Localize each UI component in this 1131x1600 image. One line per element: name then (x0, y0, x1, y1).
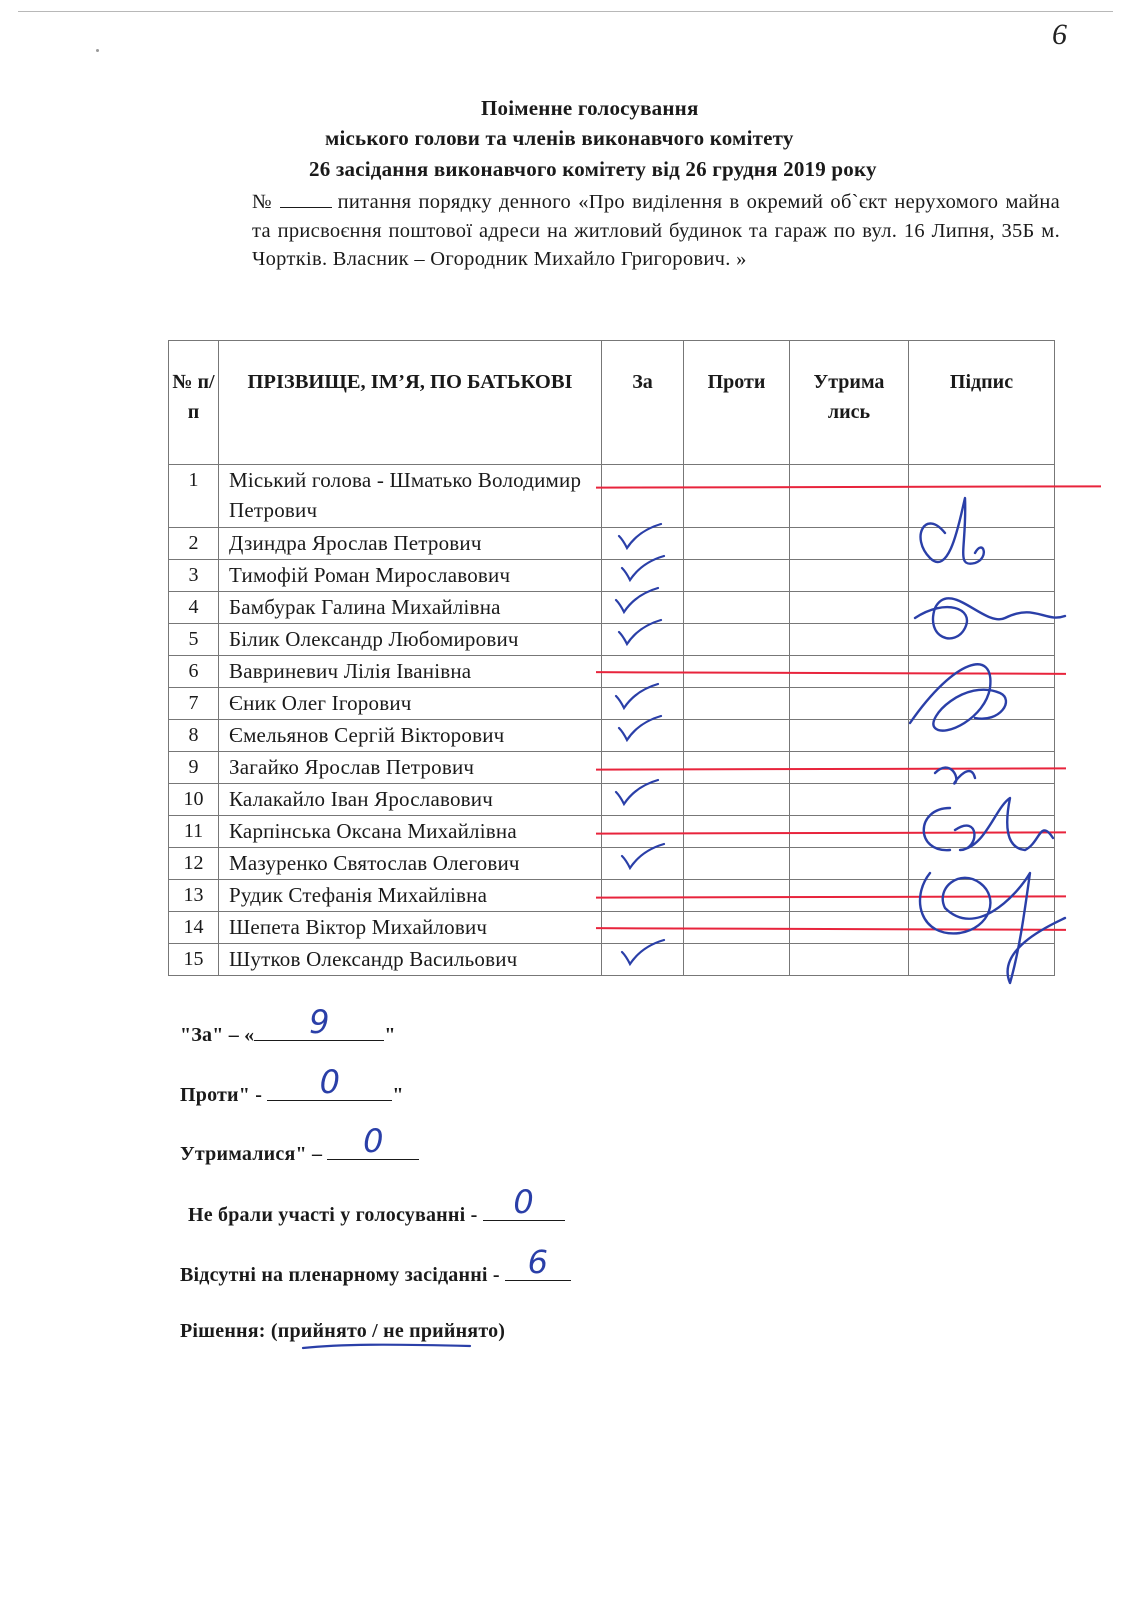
member-name: Білик Олександр Любомирович (219, 624, 602, 656)
member-name: Ємельянов Сергій Вікторович (219, 720, 602, 752)
check-stroke (622, 940, 664, 964)
signature-5 (924, 798, 1053, 850)
row-number: 7 (169, 688, 219, 720)
signature-4 (935, 768, 975, 784)
scan-top-edge (18, 11, 1113, 12)
check-stroke (619, 620, 661, 644)
member-name: Карпінська Оксана Михайлівна (219, 816, 602, 848)
abstain-cell (790, 624, 909, 656)
row-number: 13 (169, 880, 219, 912)
against-cell (684, 784, 790, 816)
summary-not-voted: Не брали участі у голосуванні - 0 (188, 1200, 565, 1227)
against-count-line (267, 1063, 392, 1101)
check-icon (612, 682, 660, 710)
check-icon (615, 522, 663, 550)
row-number: 9 (169, 752, 219, 784)
against-count-value: 0 (319, 1063, 341, 1101)
abstain-cell (790, 944, 909, 976)
check-icon (615, 618, 663, 646)
page-number-mark: 6 (1052, 18, 1067, 51)
summary-absent: Відсутні на пленарному засіданні - 6 (180, 1260, 571, 1287)
row-number: 1 (169, 465, 219, 528)
summary-decision: Рішення: (прийнято / не прийнято) (180, 1320, 506, 1342)
against-cell (684, 944, 790, 976)
summary-abstain: Утрималися" – 0 (180, 1139, 419, 1166)
decision-options: (прийнято / не прийнято) (270, 1320, 506, 1342)
row-number: 12 (169, 848, 219, 880)
check-stroke (616, 588, 658, 612)
table-header-row (169, 341, 1055, 465)
absent-count-value: 6 (527, 1243, 549, 1281)
row-number: 4 (169, 592, 219, 624)
signature-3 (910, 664, 1006, 730)
row-number: 11 (169, 816, 219, 848)
against-cell (684, 465, 790, 528)
not-voted-count-line (483, 1183, 565, 1221)
against-cell (684, 848, 790, 880)
absent-count-line (505, 1243, 571, 1281)
abstain-count-line (327, 1122, 419, 1160)
signature-2 (915, 598, 1065, 638)
question-text: питання порядку денного «Про виділення в окремий об`єкт нерухомого майна та присвоєння поштової адреси на житловий будинок та гараж по вул. 16 Липня, 35Б м. Чортків. Власник – Огородник Михайло Григорович. » (252, 191, 1060, 270)
member-name: Дзиндра Ярослав Петрович (219, 528, 602, 560)
abstain-count-value: 0 (363, 1122, 384, 1160)
row-number: 6 (169, 656, 219, 688)
check-stroke (622, 844, 664, 868)
for-count-value: 9 (309, 1003, 330, 1041)
check-stroke (616, 780, 658, 804)
abstain-cell (790, 465, 909, 528)
member-name: Калакайло Іван Ярославович (219, 784, 602, 816)
row-number: 15 (169, 944, 219, 976)
check-icon (618, 938, 666, 966)
summary-against: Проти" - 0 " (180, 1063, 404, 1106)
against-cell (684, 624, 790, 656)
title-line-2: міського голови та членів виконавчого комітету (325, 126, 794, 150)
header-abstain: Утрима лись (790, 341, 909, 465)
member-name: Шепета Віктор Михайлович (219, 912, 602, 944)
agenda-question (252, 188, 1060, 274)
member-name: Міський голова - Шматько Володимир Петрович (219, 465, 602, 528)
header-against: Проти (684, 341, 790, 465)
against-cell (684, 720, 790, 752)
row-number: 14 (169, 912, 219, 944)
row-number: 5 (169, 624, 219, 656)
signature-6 (920, 873, 1065, 983)
abstain-cell (790, 720, 909, 752)
member-name: Мазуренко Святослав Олегович (219, 848, 602, 880)
against-cell (684, 592, 790, 624)
header-num: № п/п (169, 341, 219, 465)
abstain-cell (790, 688, 909, 720)
row-number: 10 (169, 784, 219, 816)
against-cell (684, 528, 790, 560)
header-signature: Підпис (909, 341, 1055, 465)
against-cell (684, 688, 790, 720)
header-for: За (602, 341, 684, 465)
check-stroke (619, 716, 661, 740)
number-sign: № (252, 191, 274, 213)
abstain-cell (790, 560, 909, 592)
abstain-cell (790, 848, 909, 880)
check-icon (612, 778, 660, 806)
abstain-cell (790, 784, 909, 816)
member-name: Вавриневич Лілія Іванівна (219, 656, 602, 688)
check-icon (612, 586, 660, 614)
check-stroke (616, 684, 658, 708)
abstain-cell (790, 592, 909, 624)
decision-underline-mark (300, 1340, 480, 1354)
for-cell (602, 465, 684, 528)
row-number: 8 (169, 720, 219, 752)
abstain-cell (790, 528, 909, 560)
decision-underline-stroke (303, 1345, 470, 1348)
member-name: Шутков Олександр Васильович (219, 944, 602, 976)
signature-1 (921, 498, 984, 564)
check-stroke (619, 524, 661, 548)
member-name: Загайко Ярослав Петрович (219, 752, 602, 784)
member-name: Тимофій Роман Мирославович (219, 560, 602, 592)
summary-for: "За" – « 9 " (180, 1003, 396, 1046)
check-icon (615, 714, 663, 742)
member-name: Бамбурак Галина Михайлівна (219, 592, 602, 624)
not-voted-count-value: 0 (513, 1183, 534, 1221)
scan-speck (96, 49, 99, 52)
check-icon (618, 842, 666, 870)
row-number: 3 (169, 560, 219, 592)
check-icon (618, 554, 666, 582)
against-cell (684, 560, 790, 592)
title-line-3: 26 засідання виконавчого комітету від 26 грудня 2019 року (309, 157, 877, 181)
member-name: Рудик Стефанія Михайлівна (219, 880, 602, 912)
check-stroke (622, 556, 664, 580)
member-name: Єник Олег Ігорович (219, 688, 602, 720)
header-name: ПРІЗВИЩЕ, ІМ’Я, ПО БАТЬКОВІ (219, 341, 602, 465)
title-line-1: Поіменне голосування (481, 96, 699, 120)
question-number-blank (280, 189, 332, 208)
signature-scribbles (905, 478, 1080, 998)
row-number: 2 (169, 528, 219, 560)
